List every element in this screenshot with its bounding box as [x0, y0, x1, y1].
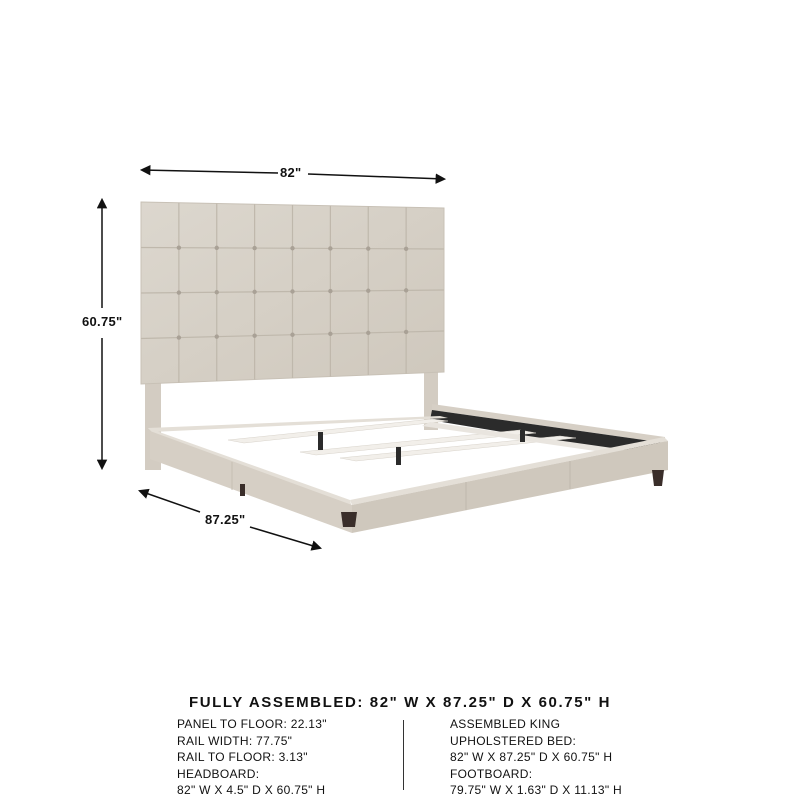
spec-line: HEADBOARD: — [177, 766, 260, 781]
tuft-button — [366, 246, 370, 250]
tuft-button — [290, 289, 294, 293]
tuft-button — [215, 246, 219, 250]
tuft-button — [328, 289, 332, 293]
tuft-button — [404, 288, 408, 292]
tuft-button — [252, 246, 256, 250]
tuft-button — [290, 333, 294, 337]
width-dimension-label: 82" — [280, 165, 302, 180]
tuft-button — [215, 290, 219, 294]
tuft-button — [252, 290, 256, 294]
tuft-button — [404, 330, 408, 334]
tuft-button — [366, 331, 370, 335]
spec-line: FOOTBOARD: — [450, 766, 533, 781]
spec-line: 79.75" W X 1.63" D X 11.13" H — [450, 783, 623, 797]
tuft-button — [404, 247, 408, 251]
spec-line: 82" W X 87.25" D X 60.75" H — [450, 750, 613, 764]
spec-left-column — [177, 716, 327, 799]
headboard — [141, 202, 444, 384]
tuft-button — [252, 333, 256, 337]
spec-line: UPHOLSTERED BED: — [450, 733, 577, 748]
spec-line: RAIL TO FLOOR: 3.13" — [177, 750, 308, 764]
tuft-button — [290, 246, 294, 250]
spec-line: 82" W X 4.5" D X 60.75" H — [177, 783, 326, 797]
tuft-button — [328, 246, 332, 250]
spec-line: ASSEMBLED KING — [450, 717, 561, 731]
tuft-button — [177, 335, 181, 339]
tuft-button — [177, 290, 181, 294]
spec-right-column — [450, 716, 622, 799]
tuft-button — [366, 289, 370, 293]
spec-divider — [403, 720, 404, 790]
tuft-button — [215, 334, 219, 338]
tuft-button — [177, 245, 181, 249]
spec-line: PANEL TO FLOOR: 22.13" — [177, 717, 327, 731]
spec-line: RAIL WIDTH: 77.75" — [177, 733, 293, 748]
spec-title: FULLY ASSEMBLED: 82" W X 87.25" D X 60.75" H — [188, 694, 612, 711]
specifications-panel — [0, 690, 800, 800]
depth-dimension-label: 87.25" — [205, 512, 246, 527]
tuft-button — [328, 332, 332, 336]
height-dimension-label: 60.75" — [82, 314, 123, 329]
